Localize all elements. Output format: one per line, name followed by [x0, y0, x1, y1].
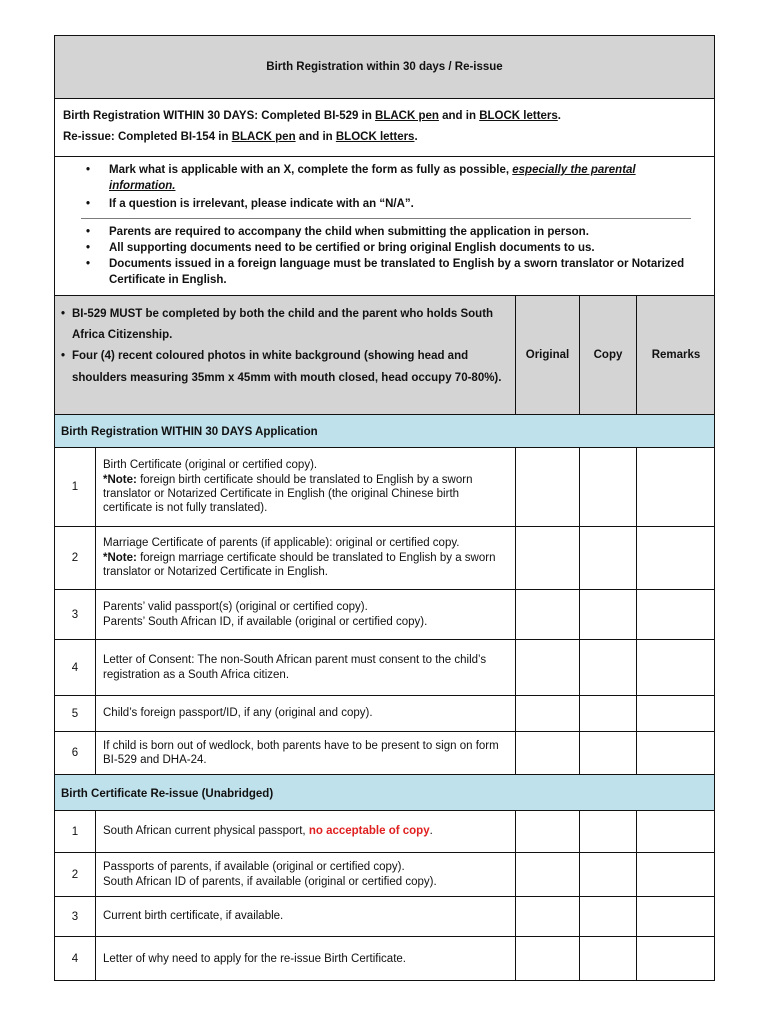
table-row: [55, 448, 714, 527]
row-description: Parents’ valid passport(s) (original or certified copy). Parents’ South African ID, if available (original or certified copy).: [95, 590, 515, 639]
original-checkbox-cell[interactable]: [515, 897, 579, 936]
requirements-list: [55, 296, 515, 414]
note-item: • All supporting documents need to be certified or bring original English documents to us.: [55, 240, 714, 256]
remarks-cell[interactable]: [636, 696, 715, 731]
note-item: • Mark what is applicable with an X, complete the form as fully as possible, especially the parental information.: [55, 162, 675, 194]
copy-checkbox-cell[interactable]: [579, 527, 636, 589]
table-row: [55, 853, 714, 897]
remarks-cell[interactable]: [636, 527, 715, 589]
original-checkbox-cell[interactable]: [515, 448, 579, 526]
note-item: • Parents are required to accompany the child when submitting the application in person.: [55, 224, 714, 240]
row-description: Passports of parents, if available (original or certified copy). South African ID of parents, if available (original or certified copy).: [95, 853, 515, 896]
requirement-item: • Four (4) recent coloured photos in white background (showing head and shoulders measuring 35mm x 45mm with mouth closed, head occupy 70-80%).: [59, 346, 509, 388]
table-row: [55, 897, 714, 937]
column-header-remarks: Remarks: [636, 296, 715, 414]
original-checkbox-cell[interactable]: [515, 527, 579, 589]
original-checkbox-cell[interactable]: [515, 696, 579, 731]
row-number: 1: [71, 481, 79, 493]
row-number: 2: [71, 552, 79, 564]
table-row: [55, 732, 714, 775]
column-header-copy: Copy: [579, 296, 636, 414]
copy-checkbox-cell[interactable]: [579, 937, 636, 981]
table-row: [55, 811, 714, 853]
remarks-cell[interactable]: [636, 732, 715, 774]
table-row: [55, 640, 714, 696]
original-checkbox-cell[interactable]: [515, 732, 579, 774]
row-description: If child is born out of wedlock, both parents have to be present to sign on form BI-529 and DHA-24.: [95, 732, 515, 774]
instructions: [55, 99, 714, 157]
section-title-reissue: Birth Certificate Re-issue (Unabridged): [55, 775, 714, 811]
table-row: [55, 527, 714, 590]
form-title: Birth Registration within 30 days / Re-issue: [55, 36, 714, 99]
copy-checkbox-cell[interactable]: [579, 811, 636, 852]
remarks-cell[interactable]: [636, 853, 715, 896]
row-number: 6: [71, 747, 79, 759]
copy-checkbox-cell[interactable]: [579, 853, 636, 896]
table-row: [55, 937, 714, 981]
notes: [55, 157, 714, 296]
row-description: Birth Certificate (original or certified copy). *Note: foreign birth certificate should be translated to English by a sworn translator or Notarized Certificate in English (the original Chinese birth certificate is not fully translated).: [95, 448, 515, 526]
requirements-header: [55, 296, 714, 415]
row-description: South African current physical passport, no acceptable of copy.: [95, 811, 515, 852]
divider: [81, 218, 691, 219]
original-checkbox-cell[interactable]: [515, 640, 579, 695]
copy-checkbox-cell[interactable]: [579, 897, 636, 936]
row-description: Letter of why need to apply for the re-issue Birth Certificate.: [95, 937, 515, 981]
row-number: 5: [71, 707, 79, 720]
row-number: 4: [71, 661, 79, 674]
original-checkbox-cell[interactable]: [515, 853, 579, 896]
remarks-cell[interactable]: [636, 590, 715, 639]
remarks-cell[interactable]: [636, 640, 715, 695]
row-description: Current birth certificate, if available.: [95, 897, 515, 936]
note-item: • If a question is irrelevant, please indicate with an “N/A”.: [55, 196, 714, 212]
original-checkbox-cell[interactable]: [515, 590, 579, 639]
copy-checkbox-cell[interactable]: [579, 590, 636, 639]
row-description: Letter of Consent: The non-South African parent must consent to the child’s registration as a South Africa citizen.: [95, 640, 515, 695]
row-number: 3: [71, 608, 79, 621]
original-checkbox-cell[interactable]: [515, 811, 579, 852]
row-number: 2: [71, 868, 79, 881]
row-number: 1: [71, 825, 79, 838]
copy-checkbox-cell[interactable]: [579, 448, 636, 526]
copy-checkbox-cell[interactable]: [579, 640, 636, 695]
row-number: 4: [71, 953, 79, 965]
checklist-form: [54, 35, 715, 981]
row-description: Child’s foreign passport/ID, if any (original and copy).: [95, 696, 515, 731]
original-checkbox-cell[interactable]: [515, 937, 579, 981]
instruction-line-1: Birth Registration WITHIN 30 DAYS: Completed BI-529 in BLACK pen and in BLOCK letters.: [63, 110, 561, 122]
table-row: [55, 590, 714, 640]
remarks-cell[interactable]: [636, 897, 715, 936]
remarks-cell[interactable]: [636, 811, 715, 852]
remarks-cell[interactable]: [636, 448, 715, 526]
column-header-original: Original: [515, 296, 579, 414]
table-row: [55, 696, 714, 732]
note-item: • Documents issued in a foreign language must be translated to English by a sworn translator or Notarized Certificate in English.: [55, 256, 695, 288]
copy-checkbox-cell[interactable]: [579, 732, 636, 774]
section-title-registration: Birth Registration WITHIN 30 DAYS Application: [55, 415, 714, 448]
row-description: Marriage Certificate of parents (if applicable): original or certified copy. *Note: foreign marriage certificate should be translated to English by a sworn translator or Notarized Certificate in English.: [95, 527, 515, 589]
copy-checkbox-cell[interactable]: [579, 696, 636, 731]
instruction-line-2: Re-issue: Completed BI-154 in BLACK pen and in BLOCK letters.: [63, 131, 418, 143]
requirement-item: • BI-529 MUST be completed by both the child and the parent who holds South Africa Citizenship.: [59, 304, 509, 346]
remarks-cell[interactable]: [636, 937, 715, 981]
row-number: 3: [71, 910, 79, 923]
